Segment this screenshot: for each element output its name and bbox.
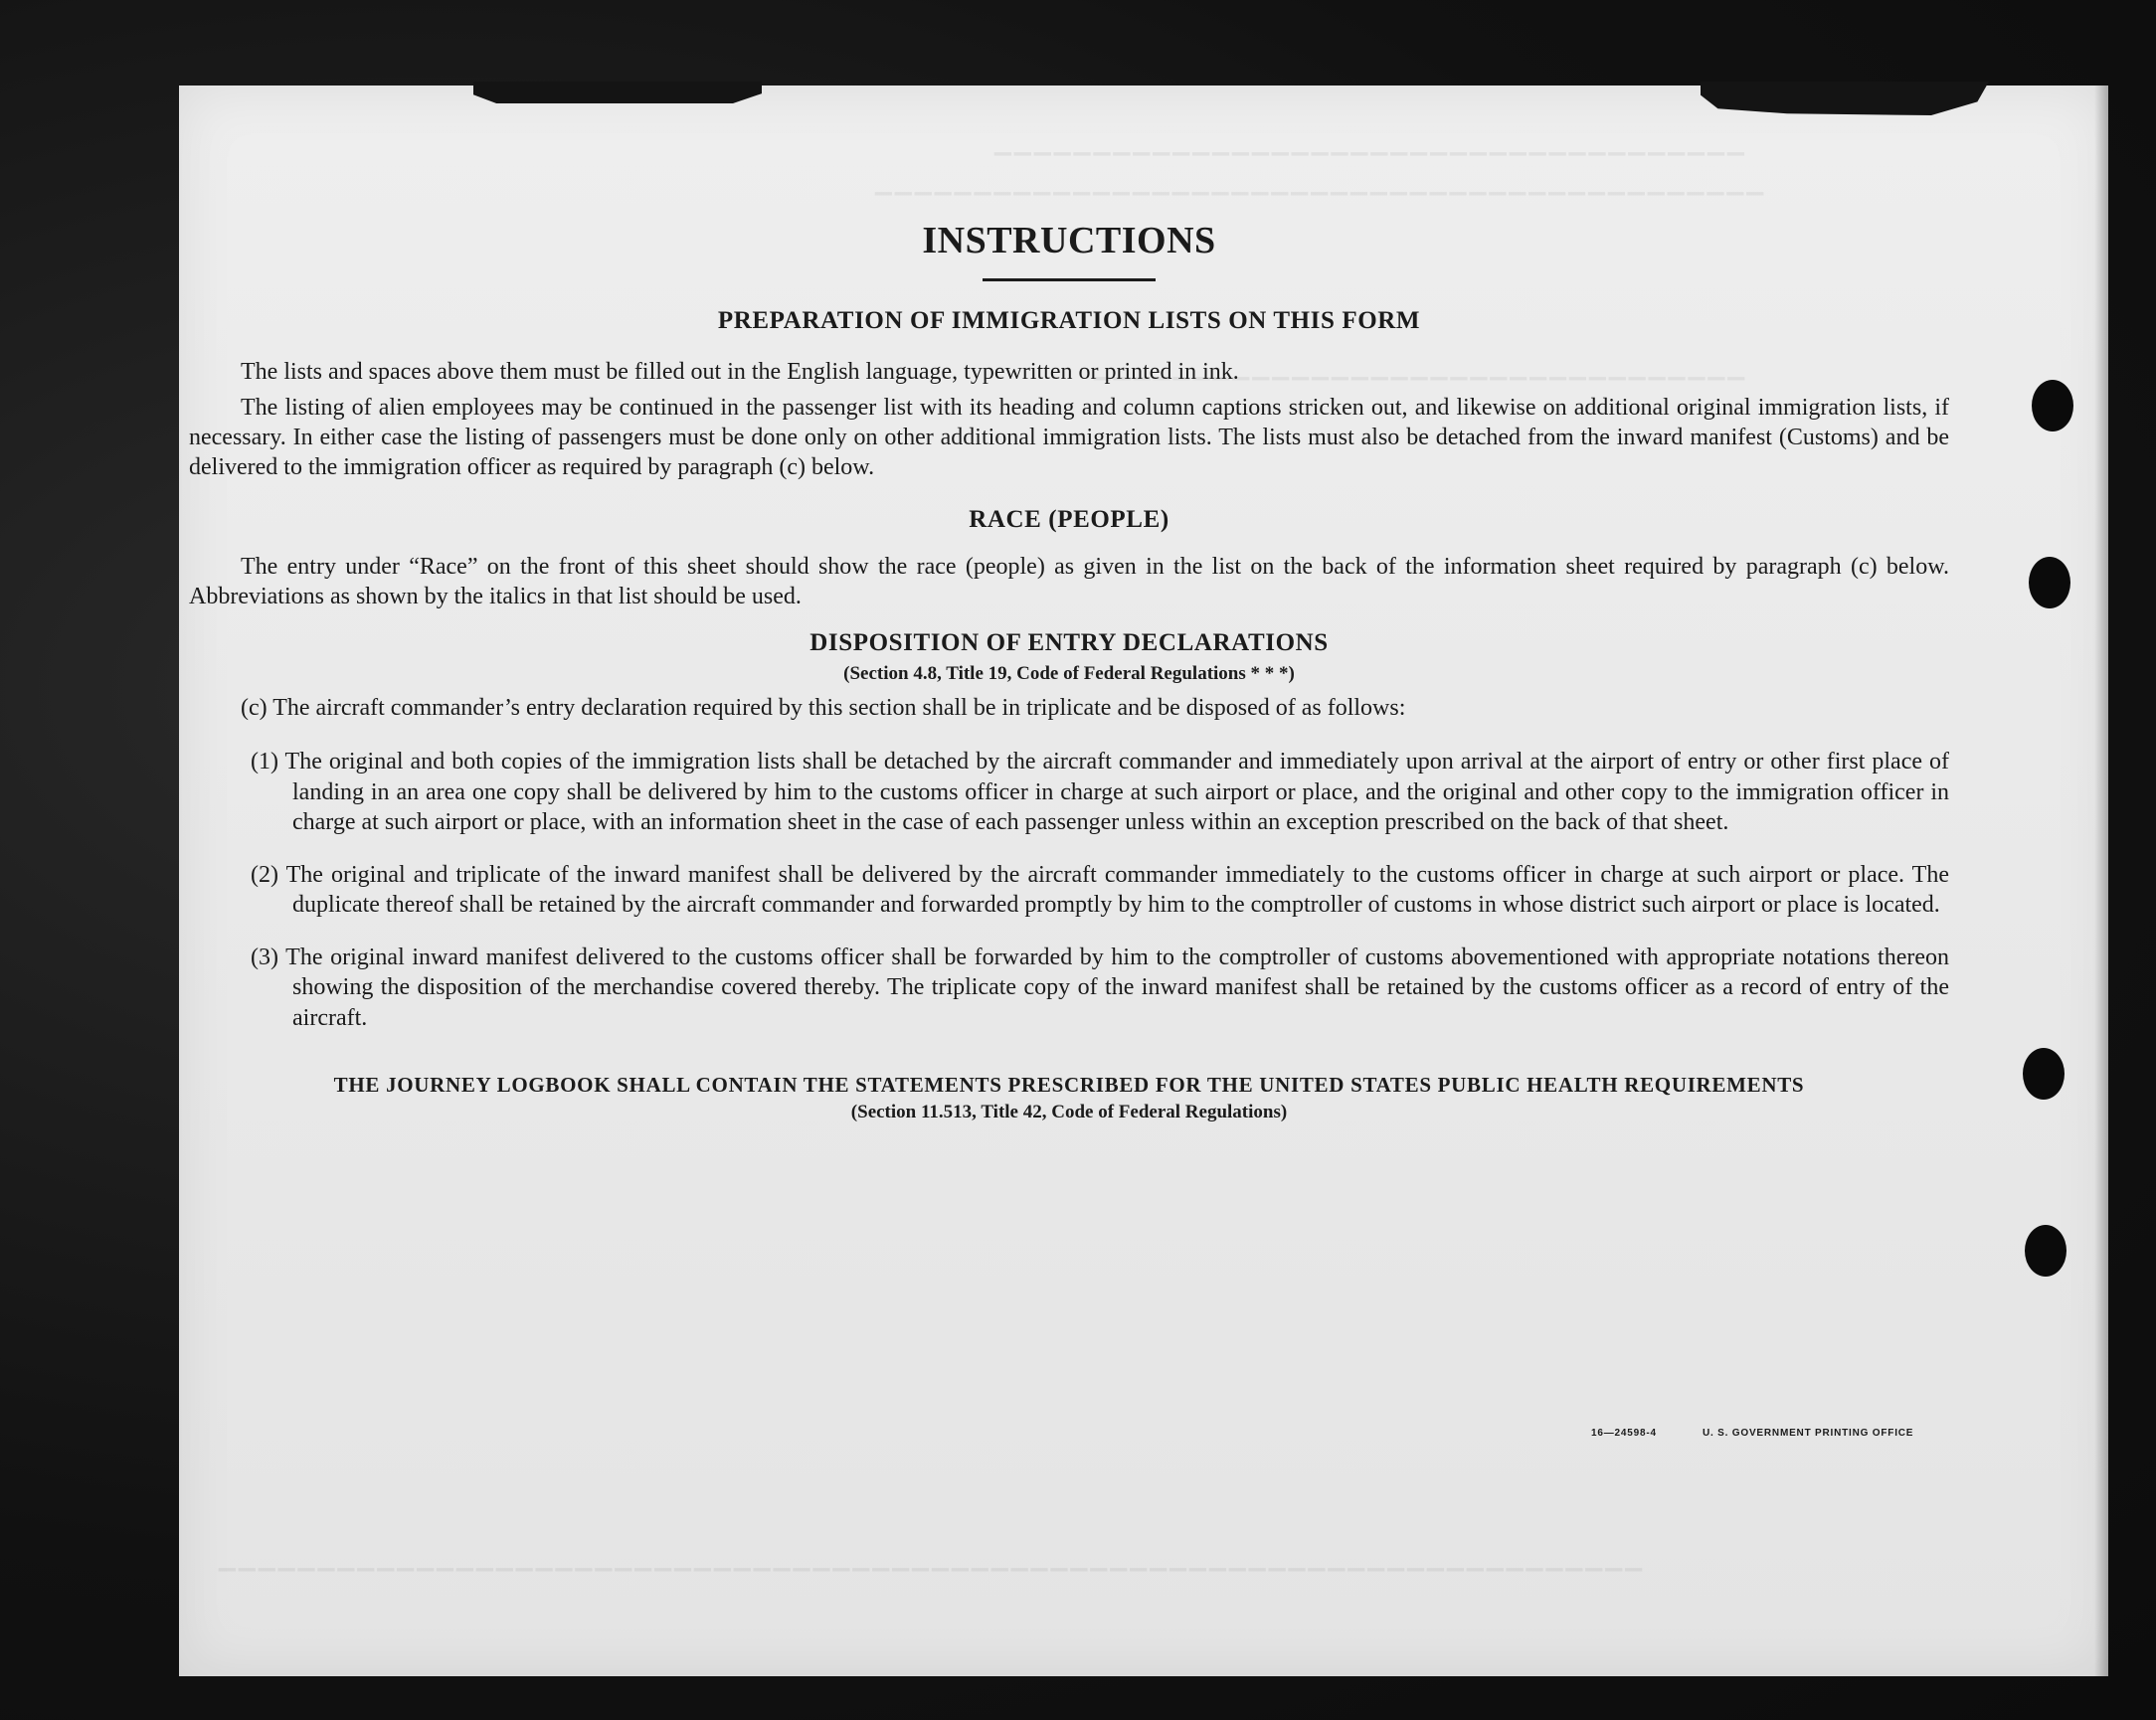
list-item: (1) The original and both copies of the immigration lists shall be detached by the aircraft commander and immediately upon arrival at the airport of entry or other first place of landing in an area one copy shall be delivered by him to the customs officer in charge at such airport or place, and the original and other copy to the immigration officer in charge at such airport or place, with an information sheet in the case of each passenger unless within an exception prescribed on the back of that sheet.: [251, 749, 1949, 835]
printer-imprint: U. S. GOVERNMENT PRINTING OFFICE: [1703, 1428, 1914, 1439]
paragraph-preparation-2: The listing of alien employees may be continued in the passenger list with its heading and column captions stricken out, and likewise on additional original immigration lists, if necessary. In either case the listing of passengers must be done only on other additional immigration lists. The lists must also be detached from the inward manifest (Customs) and be delivered to the immigration officer as required by paragraph (c) below.: [189, 395, 1949, 480]
paragraph-preparation-1: The lists and spaces above them must be filled out in the English language, typewritten or printed in ink.: [241, 359, 1239, 385]
section-subheading-disposition: (Section 4.8, Title 19, Code of Federal Regulations * * *): [843, 663, 1295, 684]
paragraph-race: The entry under “Race” on the front of this sheet should show the race (people) as given in the list on the back of the information sheet required by paragraph (c) below. Abbreviations as shown by the italics in that list should be used.: [189, 554, 1949, 609]
punch-hole: [2032, 380, 2073, 431]
torn-tab-right: [1701, 82, 1989, 115]
list-item: (2) The original and triplicate of the inward manifest shall be delivered by the aircraft commander immediately to the customs officer in charge at such airport or place. The duplicate thereof shall be retained by the aircraft commander and forwarded promptly by him to the comptroller of customs in whose district such airport or place is located.: [251, 861, 1949, 918]
bleed-through-text: ▁▁▁▁▁▁▁▁▁▁▁▁▁▁▁▁▁▁▁▁▁▁▁▁▁▁▁▁▁▁▁▁▁▁▁▁▁▁: [994, 131, 1747, 156]
section-heading-race: RACE (PEOPLE): [969, 506, 1169, 533]
footer-heading: THE JOURNEY LOGBOOK SHALL CONTAIN THE STATEMENTS PRESCRIBED FOR THE UNITED STATES PUBLIC HEALTH REQUIREMENTS: [333, 1073, 1805, 1097]
section-heading-disposition: DISPOSITION OF ENTRY DECLARATIONS: [809, 629, 1329, 656]
torn-tab-left: [473, 82, 762, 103]
list-item: (3) The original inward manifest delivered to the customs officer shall be forwarded by him to the comptroller of customs abovementioned with appropriate notations thereon showing the disposition of the merchandise covered thereby. The triplicate copy of the inward manifest shall be retained by the customs officer as a record of entry of the aircraft.: [251, 944, 1949, 1031]
footer-subheading: (Section 11.513, Title 42, Code of Federal Regulations): [850, 1102, 1288, 1122]
form-number: 16—24598-4: [1591, 1428, 1657, 1439]
bleed-through-text: ▁▁▁▁▁▁▁▁▁▁▁▁▁▁▁▁▁▁▁▁▁▁▁▁▁▁▁▁▁▁▁▁▁▁▁▁▁▁▁▁▁▁▁▁▁▁▁▁▁▁▁▁▁▁▁▁▁▁▁▁▁▁▁▁▁▁▁▁▁▁▁▁: [219, 1547, 1646, 1572]
bleed-through-text: ▁▁▁▁▁▁▁▁▁▁▁▁▁▁▁▁▁▁▁▁▁▁▁▁▁▁▁▁▁▁▁▁▁▁▁▁▁▁▁▁▁▁▁▁▁: [875, 171, 1767, 196]
paragraph-c-intro: (c) The aircraft commander’s entry declaration required by this section shall be in triplicate and be disposed of as follows:: [241, 695, 1406, 721]
title-underline: [983, 278, 1156, 281]
section-heading-preparation: PREPARATION OF IMMIGRATION LISTS ON THIS FORM: [717, 307, 1421, 334]
instructions-content: [189, 213, 1949, 1123]
punch-hole: [2025, 1225, 2066, 1277]
bleed-through-text: ▁▁▁▁▁▁▁▁▁▁▁▁▁▁▁▁▁▁▁▁▁▁▁▁▁▁▁▁▁▁▁▁▁: [1094, 356, 1748, 381]
paper-edge-shadow: [2094, 86, 2108, 1676]
punch-hole: [2023, 1048, 2065, 1100]
page-title: INSTRUCTIONS: [922, 220, 1216, 261]
punch-hole: [2029, 557, 2070, 608]
